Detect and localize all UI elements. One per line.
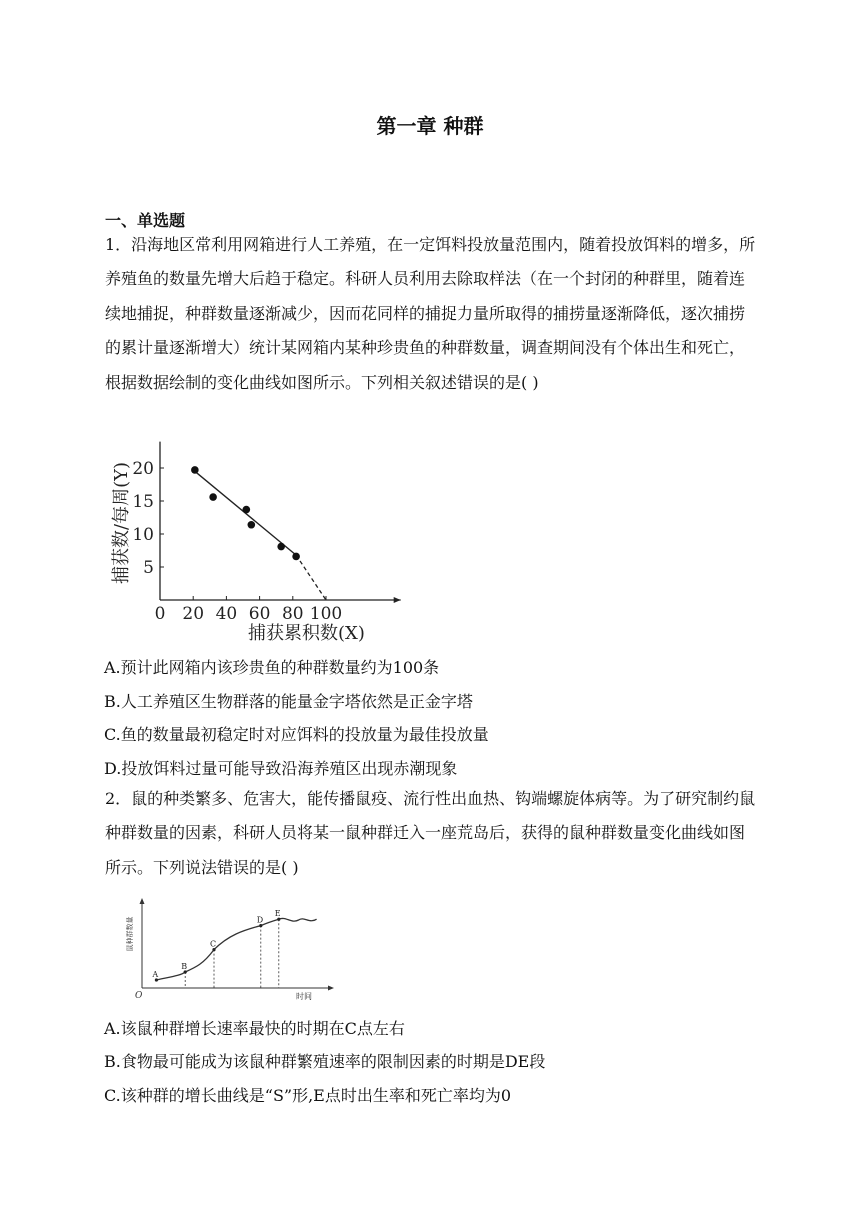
chart2-axes [140,898,335,991]
figure-2-growth-curve [120,898,340,1008]
chart2-y-axis-arrow [140,898,145,904]
section-heading: 一、单选题 [105,211,186,230]
chart1-lines [195,471,326,600]
chart2-point-label: C [210,939,217,949]
question-1-option-c: C.鱼的数量最初稳定时对应饵料的投放量为最佳投放量 [104,725,489,744]
page-title: 第一章 种群 [376,114,484,138]
chart1-axes [160,442,401,603]
chart1-data-point [292,553,300,561]
chart1-x-tick-label: 80 [281,604,304,624]
chart1-extrapolation-line [296,555,326,600]
chart1-data-point [277,543,285,551]
chart2-points [151,909,280,988]
question-1-option-a: A.预计此网箱内该珍贵鱼的种群数量约为100条 [104,658,440,677]
chart1-x-axis-arrow [394,597,401,603]
chart1-data-point [243,506,251,514]
chart2-point-label: E [274,909,281,919]
question-1-stem: 1．沿海地区常利用网箱进行人工养殖，在一定饵料投放量范围内，随着投放饵料的增多，所养殖鱼的数量先增大后趋于稳定。科研人员利用去除取样法（在一个封闭的种群里，随着连续地捕捉，种群数量逐渐减少，因而花同样的捕捉力量所取得的捕捞量逐渐降低，逐次捕捞的累计量逐渐增大）统计某网箱内某种珍贵鱼的种群数量，调查期间没有个体出生和死亡，根据数据绘制的变化曲线如图所示。下列相关叙述错误的是( ) [105,235,756,392]
chart2-x-axis-arrow [328,986,334,991]
question-2-option-a: A.该鼠种群增长速率最快的时期在C点左右 [104,1019,405,1038]
chart1-y-tick-label: 10 [132,525,154,545]
chart2-point-label: D [256,915,264,925]
chart2-point-label: B [181,962,188,971]
chart1-data-point [209,493,217,501]
chart1-y-tick-label: 20 [132,459,154,479]
chart1-y-axis-label: 捕获数/每周(Y) [111,462,132,584]
question-2-option-b: B.食物最可能成为该鼠种群繁殖速率的限制因素的时期是DE段 [104,1052,546,1071]
question-2-stem: 2．鼠的种类繁多、危害大，能传播鼠疫、流行性出血热、钩端螺旋体病等。为了研究制约鼠种群数量的因素，科研人员将某一鼠种群迁入一座荒岛后，获得的鼠种群数量变化曲线如图所示。下列说法错误的是( ) [105,789,756,877]
chart1-x-tick-label: 0 [154,604,166,624]
chart2-point-label: A [152,970,159,979]
chart2-origin-label: O [135,991,143,1001]
chart1-ticks [132,459,342,624]
chart1-x-tick-label: 40 [215,604,238,624]
chart1-x-tick-label: 100 [309,604,343,624]
question-1-option-d: D.投放饵料过量可能导致沿海养殖区出现赤潮现象 [104,759,458,778]
question-1-option-b: B.人工养殖区生物群落的能量金字塔依然是正金字塔 [104,692,473,711]
chart1-data-point [248,521,256,529]
chart1-x-tick-label: 20 [182,604,205,624]
question-2-option-c: C.该种群的增长曲线是“S”形,E点时出生率和死亡率均为0 [104,1086,512,1105]
chart1-y-tick-label: 5 [143,558,154,578]
chart1-x-tick-label: 60 [248,604,271,624]
chart1-points [191,466,300,560]
chart2-x-axis-label: 时间 [296,992,312,1001]
chart1-x-axis-label: 捕获累积数(X) [248,623,365,644]
chart2-y-axis-label: 鼠种群数量 [126,916,134,952]
chart1-y-tick-label: 15 [132,492,154,512]
figure-1-scatter-chart [100,438,410,648]
chart1-data-point [191,466,199,474]
